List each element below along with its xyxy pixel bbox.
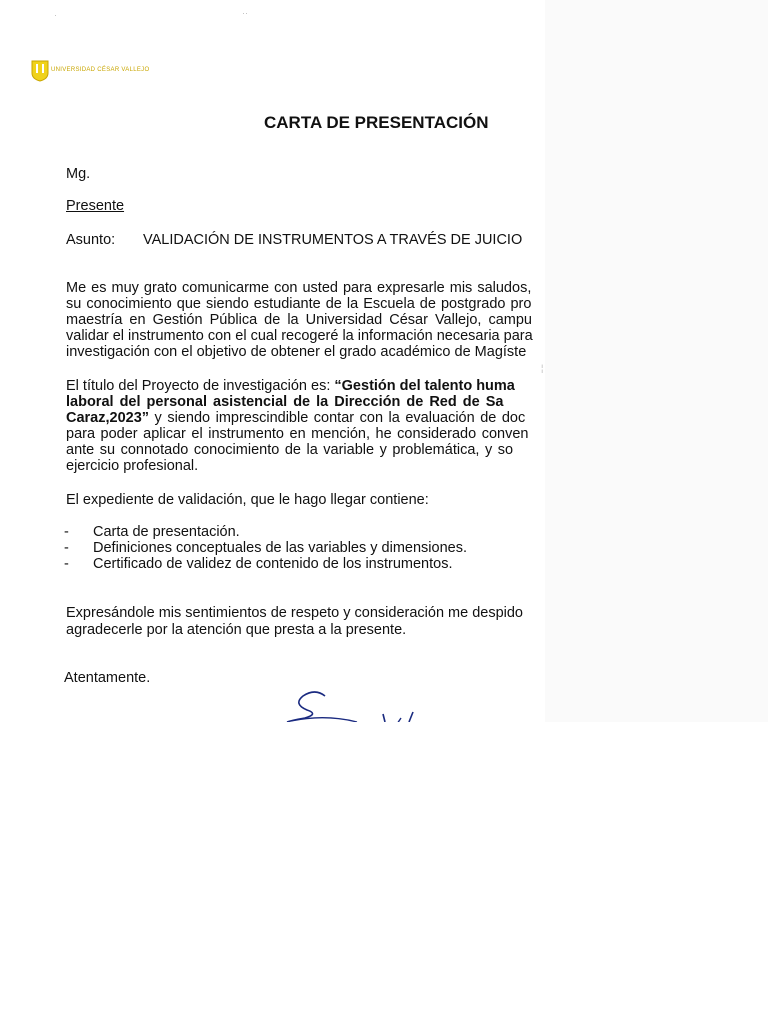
paragraph1-line: su conocimiento que siendo estudiante de la Escuela de postgrado pro <box>66 296 532 312</box>
list-item: Carta de presentación. <box>93 524 240 540</box>
blank-margin <box>545 0 768 722</box>
paragraph2-line1-normal: El título del Proyecto de investigación es: <box>66 378 335 394</box>
paragraph2-line: ante su connotado conocimiento de la variable y problemática, y so <box>66 442 514 458</box>
paragraph2-line3 <box>66 410 545 426</box>
paragraph2-line3-normal: y siendo imprescindible contar con la evaluación de doc <box>149 410 526 426</box>
asunto-label: Asunto: <box>66 232 116 248</box>
recipient: Mg. <box>66 166 91 182</box>
scan-mark: ¦ <box>541 363 544 373</box>
list-dash: - <box>64 556 69 572</box>
presente-label: Presente <box>66 198 125 214</box>
scan-mark: ·· <box>242 8 248 18</box>
list-item: Certificado de validez de contenido de los instrumentos. <box>93 556 453 572</box>
letter-title: CARTA DE PRESENTACIÓN <box>264 113 489 132</box>
paragraph1-line: Me es muy grato comunicarme con usted para expresarle mis saludos, <box>66 280 532 296</box>
university-logo <box>31 60 150 82</box>
asunto-text: VALIDACIÓN DE INSTRUMENTOS A TRAVÉS DE JUICIO <box>143 232 523 248</box>
university-shield-icon <box>31 60 49 82</box>
project-title-part3: Caraz,2023” <box>66 410 150 426</box>
paragraph1-line: investigación con el objetivo de obtener el grado académico de Magíste <box>66 344 527 360</box>
handwritten-signature <box>285 688 425 722</box>
project-title-part2: laboral del personal asistencial de la Dirección de Red de Sa <box>66 394 504 410</box>
scan-mark: · <box>54 10 57 20</box>
paragraph3: El expediente de validación, que le hago llegar contiene: <box>66 492 429 508</box>
closing-line: agradecerle por la atención que presta a la presente. <box>66 622 407 638</box>
university-logo-text: UNIVERSIDAD CÉSAR VALLEJO <box>51 67 150 73</box>
paragraph2-line: para poder aplicar el instrumento en mención, he considerado conven <box>66 426 529 442</box>
paragraph1-line: validar el instrumento con el cual recogeré la información necesaria para <box>66 328 533 344</box>
list-item: Definiciones conceptuales de las variables y dimensiones. <box>93 540 467 556</box>
paragraph2-line1 <box>66 378 545 394</box>
list-dash: - <box>64 540 69 556</box>
signoff: Atentamente. <box>64 670 151 686</box>
paragraph2-line: ejercicio profesional. <box>66 458 199 474</box>
project-title-part1: “Gestión del talento huma <box>334 378 515 394</box>
list-dash: - <box>64 524 69 540</box>
paragraph1-line: maestría en Gestión Pública de la Universidad César Vallejo, campu <box>66 312 532 328</box>
closing-line: Expresándole mis sentimientos de respeto y consideración me despido <box>66 605 523 621</box>
